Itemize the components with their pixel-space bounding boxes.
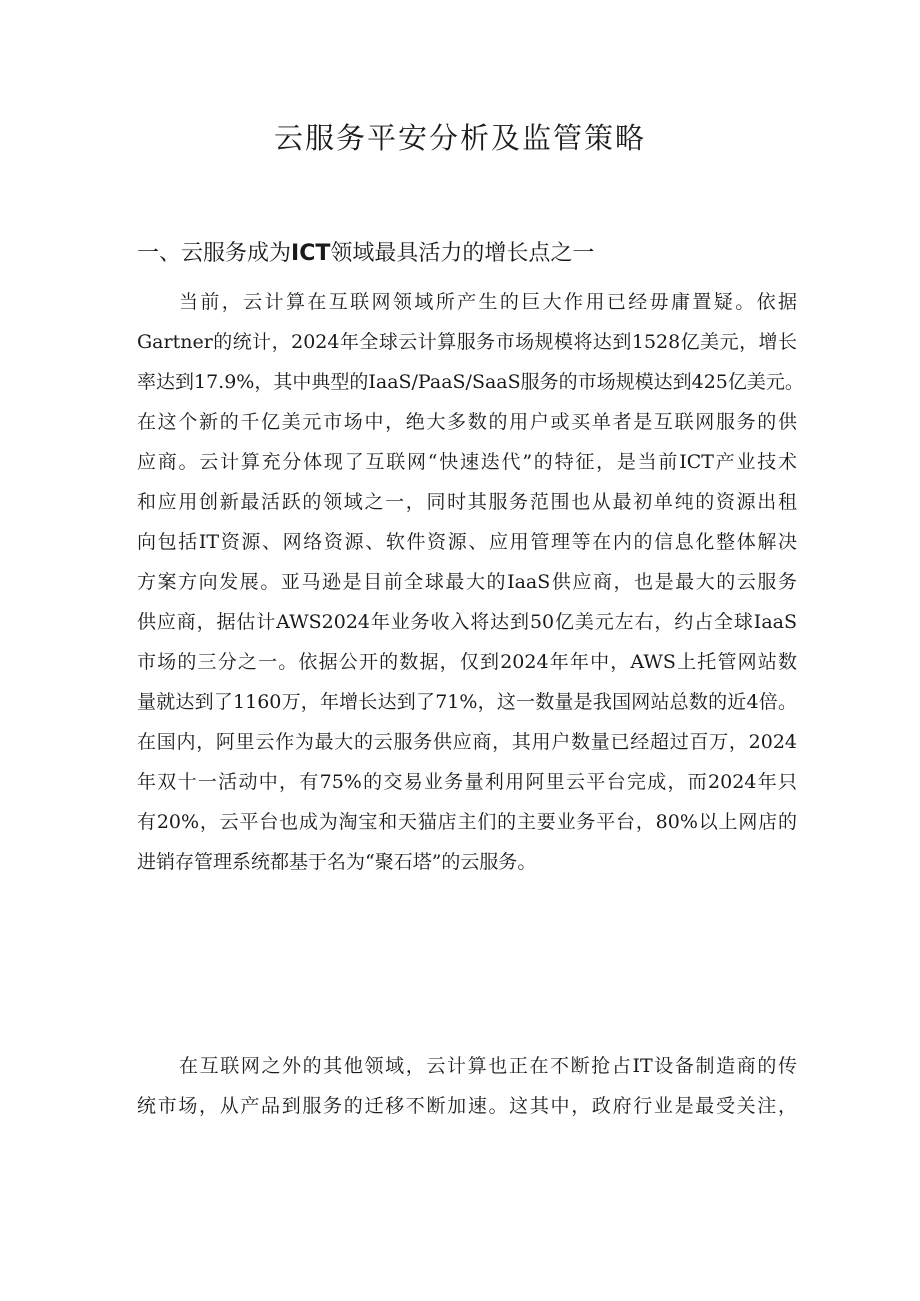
paragraph-line: 向包括IT资源、网络资源、软件资源、应用管理等在内的信息化整体解决	[137, 531, 797, 553]
paragraph-line: 有20%，云平台也成为淘宝和天猫店主们的主要业务平台，80%以上网店的	[137, 811, 797, 833]
section-heading-strong: ICT	[291, 241, 331, 266]
paragraph-line: Gartner的统计，2024年全球云计算服务市场规模将达到1528亿美元，增长	[137, 331, 797, 353]
paragraph-line: 供应商，据估计AWS2024年业务收入将达到50亿美元左右，约占全球IaaS	[137, 611, 797, 633]
paragraph-line: 量就达到了1160万，年增长达到了71%，这一数量是我国网站总数的近4倍。	[137, 691, 797, 713]
paragraph-line: 市场的三分之一。依据公开的数据，仅到2024年年中，AWS上托管网站数	[137, 651, 797, 673]
paragraph-line: 率达到17.9%，其中典型的IaaS/PaaS/SaaS服务的市场规模达到425亿美元。	[137, 371, 804, 393]
paragraph-line: 和应用创新最活跃的领域之一，同时其服务范围也从最初单纯的资源出租	[137, 491, 797, 513]
paragraph-line: 方案方向发展。亚马逊是目前全球最大的IaaS供应商，也是最大的云服务	[137, 571, 797, 593]
paragraph-1	[137, 282, 804, 882]
paragraph-line: 统市场，从产品到服务的迁移不断加速。这其中，政府行业是最受关注，	[137, 1095, 797, 1117]
section-heading-prefix: 一、云服务成为	[137, 241, 292, 266]
section-heading	[137, 234, 797, 274]
paragraph-line: 在互联网之外的其他领域，云计算也正在不断抢占IT设备制造商的传	[179, 1055, 797, 1077]
paragraph-line: 进销存管理系统都基于名为“聚石塔”的云服务。	[137, 851, 537, 873]
paragraph-line: 当前，云计算在互联网领域所产生的巨大作用已经毋庸置疑。依据	[179, 291, 797, 313]
document-title: 云服务平安分析及监管策略	[273, 121, 646, 155]
paragraph-line: 在国内，阿里云作为最大的云服务供应商，其用户数量已经超过百万，2024	[137, 731, 797, 753]
paragraph-line: 年双十一活动中，有75%的交易业务量利用阿里云平台完成，而2024年只	[137, 771, 797, 793]
paragraph-2	[137, 1046, 797, 1126]
section-heading-suffix: 领域最具活力的增长点之一	[330, 241, 595, 266]
paragraph-line: 在这个新的千亿美元市场中，绝大多数的用户或买单者是互联网服务的供	[137, 411, 797, 433]
paragraph-line: 应商。云计算充分体现了互联网“快速迭代”的特征，是当前ICT产业技术	[137, 451, 797, 473]
